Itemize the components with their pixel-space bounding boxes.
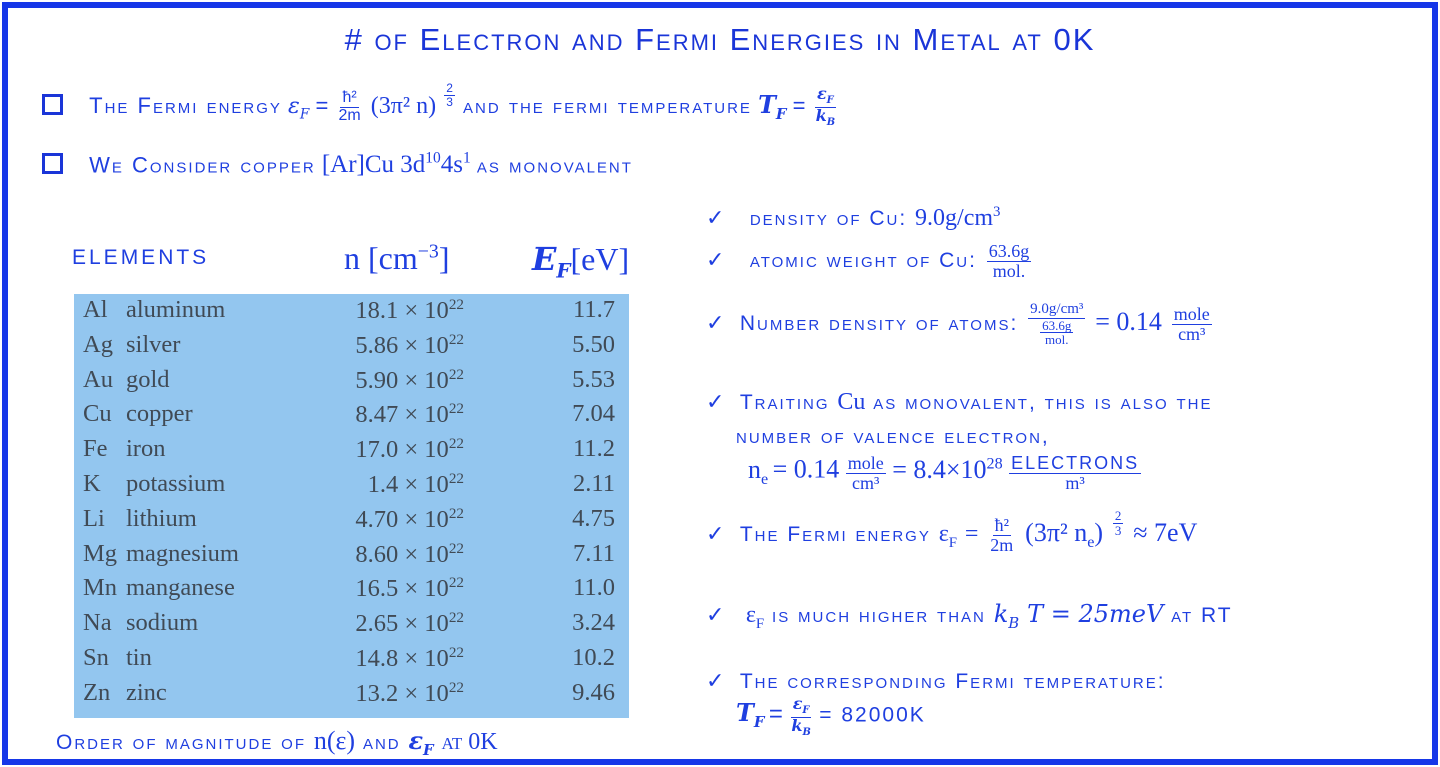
element-name: manganese [126, 574, 235, 602]
electron-density [355, 435, 464, 464]
numdens-unit-den: cm³ [1178, 324, 1206, 345]
density-exponent: 22 [448, 400, 464, 418]
th-ef-E: E [532, 240, 557, 278]
checkbox-square-icon [42, 94, 63, 115]
table-row [74, 296, 629, 331]
fermi-energy: 2.11 [573, 470, 615, 497]
density-exponent: 22 [448, 504, 464, 522]
electron-density [355, 400, 464, 429]
table-row [74, 366, 629, 401]
temp-frac-eps-sub: F [802, 705, 810, 717]
caption-b: and [362, 731, 401, 754]
density-mantissa: 1.4 × 10 [367, 471, 449, 499]
eps-symbol [288, 93, 310, 123]
ne-eq1: = 0.14 [772, 454, 840, 484]
fermi-label: The Fermi energy [739, 522, 931, 546]
item-fermi-energy [706, 508, 1198, 555]
fermi-2m: 2m [990, 534, 1014, 555]
density-mantissa: 2.65 × 10 [355, 610, 449, 638]
element-symbol: Zn [83, 678, 111, 706]
checkbox-square-icon [42, 153, 63, 174]
elements-table [74, 294, 629, 718]
electron-density [355, 366, 464, 395]
table-row [74, 331, 629, 366]
checkmark-icon: ✓ [706, 205, 727, 230]
hbar-num: ħ² [342, 88, 357, 106]
temp-eq: = [768, 700, 783, 728]
weight-num: 63.6g [988, 241, 1030, 261]
config-sup2: 1 [463, 150, 471, 167]
ne-result [1009, 454, 1141, 493]
temp-frac-k: k [791, 715, 803, 735]
tf-frac-k: k [815, 105, 827, 125]
density-exponent: 22 [448, 470, 464, 487]
table-row [74, 470, 629, 505]
density-sup: 3 [993, 204, 1001, 220]
ne-res-den: m³ [1065, 472, 1085, 493]
density-exponent: 22 [448, 365, 464, 383]
table-row [74, 574, 629, 609]
table-row [74, 400, 629, 435]
ne-unit-den: cm³ [852, 472, 880, 493]
equals-2: = [792, 92, 806, 118]
element-name: copper [126, 400, 193, 428]
caption-eps-sub: F [423, 740, 434, 759]
high-kb [993, 600, 1020, 632]
tf-T: T [758, 89, 776, 119]
table-header-elements: ELEMENTS [72, 246, 210, 269]
density-mantissa: 14.8 × 10 [355, 645, 449, 673]
config-sup1: 10 [425, 150, 441, 167]
traiting-a: Traiting [739, 391, 830, 414]
density-mantissa: 8.47 × 10 [355, 401, 449, 429]
high-eq: T = 25meV [1027, 600, 1164, 628]
fermi-energy: 7.11 [573, 539, 615, 567]
fermi-energy: 4.75 [572, 504, 615, 532]
numdens-inner-num: 63.6g [1042, 317, 1072, 333]
numdens-label: Number density of atoms: [739, 312, 1019, 336]
density-exponent: 22 [448, 330, 464, 348]
table-caption [56, 726, 498, 759]
electron-density [355, 644, 464, 673]
checkmark-icon: ✓ [706, 246, 727, 272]
element-name: silver [126, 330, 181, 358]
weight-den: mol. [992, 260, 1026, 281]
temp-T [736, 698, 765, 732]
high-eps [745, 602, 765, 632]
density-label: density of Cu: [749, 207, 908, 230]
temp-frac-num [791, 696, 812, 718]
fermi-hbar: ħ² [994, 515, 1009, 535]
fermi-energy: 10.2 [572, 644, 615, 671]
table-row [74, 679, 629, 714]
tf-sub: F [775, 104, 787, 123]
electron-density [355, 609, 464, 638]
slide [2, 2, 1438, 765]
two-m-den: 2m [338, 106, 361, 124]
element-symbol: Fe [83, 435, 108, 463]
weight-label: atomic weight of Cu: [749, 248, 977, 272]
numdens-unit [1172, 305, 1212, 344]
equals: = [315, 92, 329, 118]
fermi-energy: 5.53 [572, 365, 615, 393]
temp-fraction [789, 696, 812, 738]
weight-fraction [987, 242, 1032, 281]
numdens-inner-den: mol. [1045, 332, 1069, 348]
item-much-higher [706, 600, 1233, 633]
exp-num: 2 [446, 81, 453, 95]
ne-eq2-text: = 8.4×10 [892, 454, 987, 484]
fermi-eps-char: ε [938, 520, 949, 547]
tf-frac-eps: ε [816, 84, 827, 103]
electron-density [355, 296, 464, 325]
th-ef-symbol [532, 240, 571, 283]
bullet1-text-b: and the fermi temperature [463, 92, 752, 118]
density-mantissa: 18.1 × 10 [355, 297, 449, 325]
fermi-energy: 7.04 [572, 400, 615, 428]
tf-fraction [814, 86, 837, 128]
numdens-eq: = 0.14 [1095, 307, 1162, 337]
checkmark-icon: ✓ [706, 602, 727, 627]
exponent-fraction [444, 82, 455, 108]
ne-lhs [748, 454, 769, 488]
config-a: [Ar]Cu 3d [321, 151, 426, 179]
electron-density [355, 331, 464, 360]
electron-density [355, 505, 464, 534]
item-traiting [706, 389, 1213, 416]
density-val: 9.0g/cm [915, 205, 994, 231]
element-name: gold [126, 365, 170, 393]
fermi-eq: = [964, 520, 979, 547]
density-exponent: 22 [448, 539, 464, 557]
temp-T-char: T [736, 698, 754, 728]
numdens-fraction [1028, 302, 1085, 347]
fermi-energy: 9.46 [572, 678, 615, 706]
element-symbol: Na [83, 609, 112, 637]
density-mantissa: 13.2 × 10 [355, 679, 449, 707]
caption-a: Order of magnitude of [56, 731, 307, 754]
fermi-eps-sub: F [948, 534, 958, 551]
th-n-text: n [cm [344, 240, 418, 276]
fermi-energy: 3.24 [572, 609, 615, 637]
fermi-energy: 11.7 [573, 296, 615, 323]
element-symbol: Li [83, 504, 105, 532]
density-mantissa: 5.90 × 10 [355, 366, 449, 394]
table-row [74, 540, 629, 575]
density-exponent: 22 [448, 678, 464, 696]
th-n-close: ] [438, 240, 450, 276]
page-title: # of Electron and Fermi Energies in Metal at 0K [344, 22, 1096, 57]
caption-n-eps: n(ε) [313, 726, 356, 755]
fermi-hbar-fraction [988, 516, 1015, 555]
th-n-sup: −3 [417, 240, 439, 263]
temp-frac-eps: ε [792, 694, 803, 713]
numdens-unit-num: mole [1173, 304, 1210, 325]
tf-symbol [758, 89, 787, 123]
fermi-energy: 5.50 [572, 330, 615, 358]
ne-eq2 [892, 455, 1002, 484]
paren-expr: (3π² n) [370, 92, 437, 119]
item-atomic-weight [706, 242, 1033, 281]
tf-frac-den [814, 105, 837, 129]
traiting-b: as monovalent, this is also the [873, 391, 1213, 414]
fermi-approx: ≈ 7eV [1133, 517, 1198, 547]
element-name: zinc [126, 678, 167, 706]
fermi-paren-sub: e [1087, 534, 1095, 552]
fermi-eps [938, 520, 958, 551]
element-name: sodium [126, 609, 199, 637]
density-exponent: 22 [448, 435, 464, 453]
bullet-copper [42, 150, 633, 179]
ne-equation [748, 454, 1143, 493]
fermi-paren [1025, 517, 1104, 552]
config-mid: 4s [440, 151, 464, 179]
ne-unit [846, 454, 886, 493]
ne-exp: 28 [986, 454, 1003, 472]
density-mantissa: 4.70 × 10 [355, 505, 449, 533]
electron-density [355, 574, 464, 603]
numdens-inner-fraction [1040, 319, 1073, 347]
table-row [74, 609, 629, 644]
element-symbol: Mn [83, 574, 118, 602]
traiting-c: number of valence electron, [736, 425, 1050, 448]
th-ef-unit: [eV] [570, 241, 630, 277]
high-k: k [993, 600, 1009, 628]
copper-config [322, 151, 471, 178]
ne-res-num: ELECTRONS [1011, 453, 1140, 473]
bullet2-tail: as monovalent [476, 152, 633, 178]
tf-frac-num [815, 86, 836, 108]
checkmark-icon: ✓ [706, 668, 727, 693]
hbar-fraction [336, 90, 362, 125]
element-name: magnesium [126, 539, 239, 567]
fermi-paren-close: ) [1094, 517, 1104, 547]
density-mantissa: 16.5 × 10 [355, 575, 449, 603]
bullet2-text: We Consider copper [89, 152, 316, 178]
bullet1-text-a: The Fermi energy [89, 92, 282, 118]
density-mantissa: 17.0 × 10 [355, 436, 449, 464]
fermi-exp-den: 3 [1114, 522, 1122, 538]
th-ef-sub: F [556, 258, 571, 283]
electron-density [355, 540, 464, 569]
table-row [74, 644, 629, 679]
caption-eps [408, 726, 434, 759]
eps-char: ε [288, 93, 300, 119]
fermi-energy: 11.0 [573, 574, 615, 602]
ne-sub: e [761, 470, 769, 488]
temp-frac-den [789, 715, 812, 739]
temp-label: The corresponding Fermi temperature: [739, 670, 1166, 693]
electron-density [355, 679, 464, 708]
caption-c: at 0K [441, 729, 498, 755]
ne-n: n [748, 454, 761, 484]
fermi-energy: 11.2 [573, 435, 615, 463]
high-tail: at RT [1171, 604, 1233, 627]
element-symbol: Cu [83, 400, 112, 428]
tf-equation [736, 696, 926, 738]
density-exponent: 22 [448, 644, 464, 661]
item-number-density [706, 302, 1214, 347]
traiting-cu: Cu [837, 389, 866, 415]
density-mantissa: 8.60 × 10 [355, 540, 449, 568]
element-symbol: K [83, 470, 101, 497]
tf-frac-k-sub: B [826, 116, 836, 128]
element-symbol: Sn [83, 644, 109, 671]
high-text: is much higher than [772, 604, 986, 627]
element-name: potassium [126, 470, 226, 497]
fermi-paren-text: (3π² n [1025, 517, 1088, 547]
bullet-fermi-energy [42, 81, 839, 128]
checkmark-icon: ✓ [706, 310, 727, 336]
numdens-den [1036, 319, 1077, 347]
density-mantissa: 5.86 × 10 [355, 331, 449, 359]
high-eps-sub: F [755, 615, 765, 632]
density-value [915, 205, 1000, 231]
item-density [706, 204, 1000, 232]
table-row [74, 505, 629, 540]
caption-eps-char: ε [408, 726, 424, 755]
element-name: lithium [126, 504, 197, 532]
ne-unit-num: mole [847, 453, 884, 473]
tf-frac-eps-sub: F [826, 95, 834, 107]
temp-frac-k-sub: B [802, 726, 811, 738]
exp-den: 3 [446, 94, 453, 109]
element-symbol: Au [83, 365, 113, 393]
checkmark-icon: ✓ [706, 520, 727, 546]
checkmark-icon: ✓ [706, 389, 727, 414]
element-name: tin [126, 644, 152, 671]
element-symbol: Ag [83, 330, 113, 358]
temp-val: = 82000K [819, 703, 926, 727]
density-exponent: 22 [448, 574, 464, 592]
element-symbol: Mg [83, 539, 118, 567]
item-fermi-temperature [706, 668, 1166, 694]
high-eps-char: ε [745, 602, 756, 628]
numdens-num: 9.0g/cm³ [1030, 301, 1084, 317]
element-name: aluminum [126, 296, 226, 323]
fermi-exp-num: 2 [1114, 508, 1122, 524]
temp-T-sub: F [753, 713, 765, 732]
density-exponent: 22 [448, 609, 464, 627]
electron-density [368, 470, 464, 499]
density-exponent: 22 [448, 296, 464, 313]
element-name: iron [126, 435, 166, 463]
table-row [74, 435, 629, 470]
fermi-exp [1113, 509, 1124, 537]
eps-sub: F [299, 106, 310, 123]
high-k-sub: B [1008, 613, 1020, 632]
element-symbol: Al [83, 296, 108, 323]
table-header-n [344, 240, 450, 277]
table-header-ef [532, 240, 629, 282]
